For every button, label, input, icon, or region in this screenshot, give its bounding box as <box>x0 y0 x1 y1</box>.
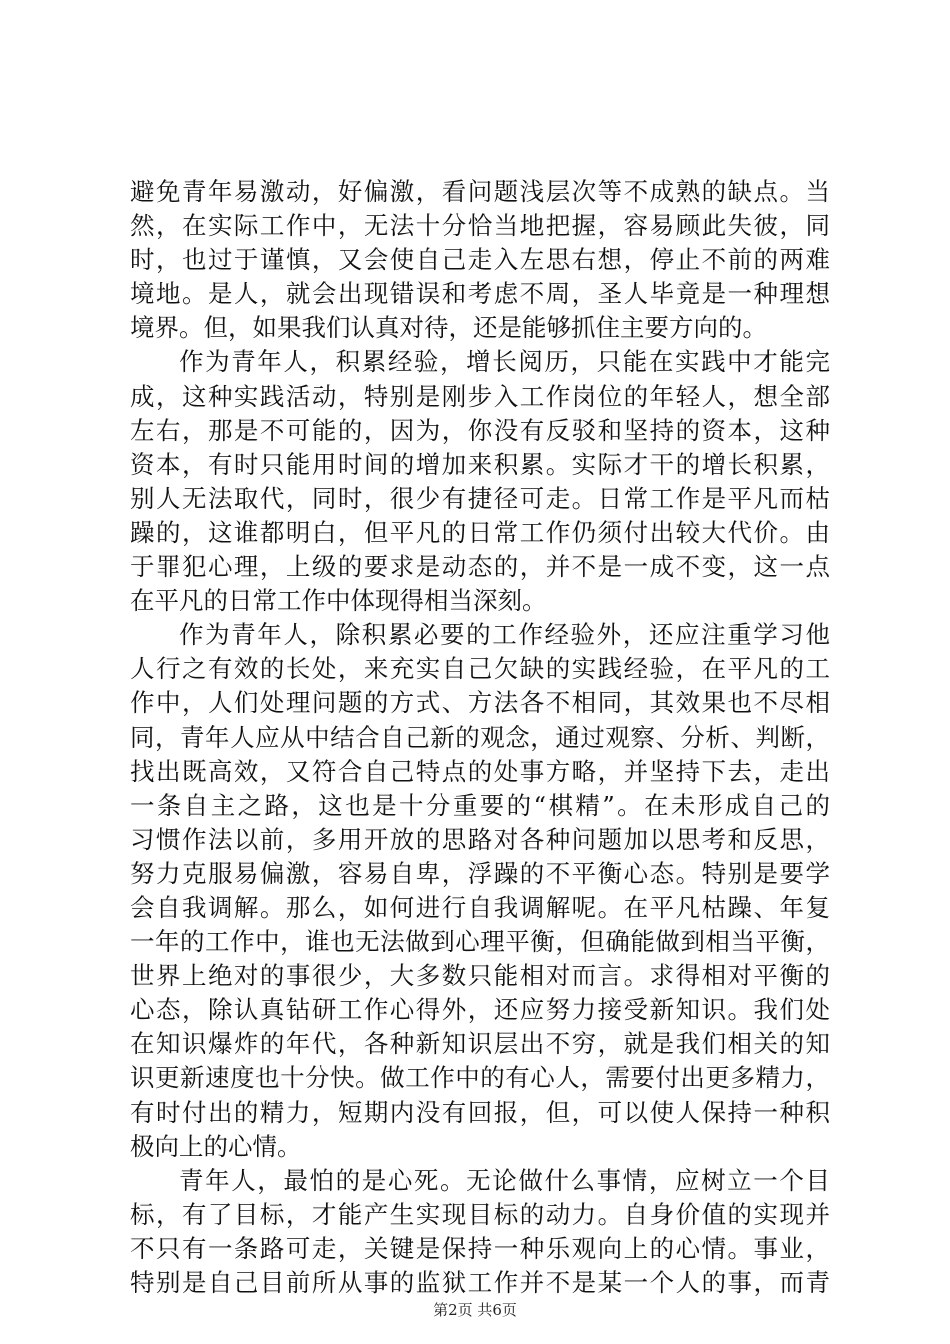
body-text <box>130 175 830 1300</box>
text-line: 别人无法取代，同时，很少有捷径可走。日常工作是平凡而枯 <box>130 483 830 513</box>
text-line: 有时付出的精力，短期内没有回报，但，可以使人保持一种积 <box>130 1097 830 1127</box>
text-line: 找出既高效，又符合自己特点的处事方略，并坚持下去，走出 <box>130 756 830 786</box>
text-line: 极向上的心情。 <box>130 1131 302 1161</box>
text-line: 青年人，最怕的是心死。无论做什么事情，应树立一个目 <box>179 1165 830 1195</box>
text-line: 在平凡的日常工作中体现得相当深刻。 <box>130 586 547 616</box>
text-line: 不只有一条路可走，关键是保持一种乐观向上的心情。事业， <box>130 1233 830 1263</box>
text-line: 一条自主之路，这也是十分重要的“棋精”。在未形成自己的 <box>130 790 830 820</box>
text-line: 境地。是人，就会出现错误和考虑不周，圣人毕竟是一种理想 <box>130 279 830 309</box>
text-line: 心态，除认真钻研工作心得外，还应努力接受新知识。我们处 <box>130 995 830 1025</box>
text-line: 作为青年人，除积累必要的工作经验外，还应注重学习他 <box>179 620 830 650</box>
text-line: 左右，那是不可能的，因为，你没有反驳和坚持的资本，这种 <box>130 415 830 445</box>
page-footer: 第2页 共6页 <box>433 1301 517 1319</box>
text-line: 于罪犯心理，上级的要求是动态的，并不是一成不变，这一点 <box>130 552 830 582</box>
text-line: 资本，有时只能用时间的增加来积累。实际才干的增长积累， <box>130 449 830 479</box>
text-line: 会自我调解。那么，如何进行自我调解呢。在平凡枯躁、年复 <box>130 892 830 922</box>
text-line: 同，青年人应从中结合自己新的观念，通过观察、分析、判断， <box>130 722 830 752</box>
text-line: 努力克服易偏激，容易自卑，浮躁的不平衡心态。特别是要学 <box>130 858 830 888</box>
text-line: 识更新速度也十分快。做工作中的有心人，需要付出更多精力， <box>130 1063 830 1093</box>
text-line: 作中，人们处理问题的方式、方法各不相同，其效果也不尽相 <box>130 688 830 718</box>
text-line: 成，这种实践活动，特别是刚步入工作岗位的年轻人，想全部 <box>130 381 830 411</box>
text-line: 标，有了目标，才能产生实现目标的动力。自身价值的实现并 <box>130 1199 830 1229</box>
text-line: 作为青年人，积累经验，增长阅历，只能在实践中才能完 <box>179 347 830 377</box>
text-line: 境界。但，如果我们认真对待，还是能够抓住主要方向的。 <box>130 313 767 343</box>
text-line: 习惯作法以前，多用开放的思路对各种问题加以思考和反思， <box>130 824 830 854</box>
text-line: 人行之有效的长处，来充实自己欠缺的实践经验，在平凡的工 <box>130 654 830 684</box>
text-line: 一年的工作中，谁也无法做到心理平衡，但确能做到相当平衡， <box>130 927 830 957</box>
text-line: 世界上绝对的事很少，大多数只能相对而言。求得相对平衡的 <box>130 961 830 991</box>
text-line: 避免青年易激动，好偏激，看问题浅层次等不成熟的缺点。当 <box>130 177 830 206</box>
text-line: 特别是自己目前所从事的监狱工作并不是某一个人的事，而青 <box>130 1268 830 1297</box>
text-line: 在知识爆炸的年代，各种新知识层出不穷，就是我们相关的知 <box>130 1029 830 1059</box>
text-line: 然，在实际工作中，无法十分恰当地把握，容易顾此失彼，同 <box>130 211 830 241</box>
text-line: 时，也过于谨慎，又会使自己走入左思右想，停止不前的两难 <box>130 245 830 275</box>
text-line: 躁的，这谁都明白，但平凡的日常工作仍须付出较大代价。由 <box>130 517 830 547</box>
